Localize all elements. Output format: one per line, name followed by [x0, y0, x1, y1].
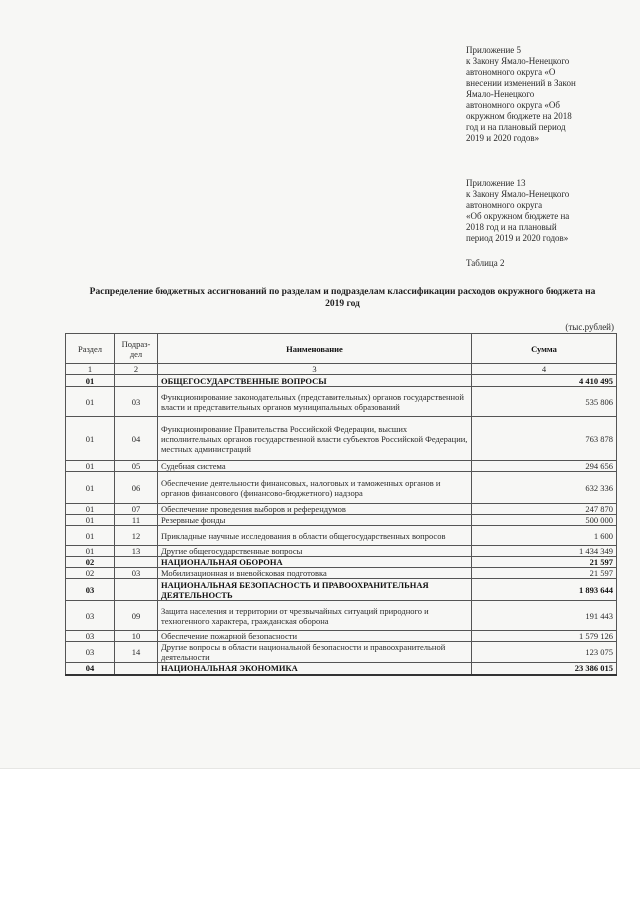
header-razdel: Раздел	[66, 334, 115, 364]
podrazdel-cell: 09	[115, 601, 158, 631]
name-cell: Резервные фонды	[158, 515, 472, 526]
appendix-13-line: «Об окружном бюджете на	[466, 211, 570, 221]
table-section-row	[66, 375, 617, 387]
table-row	[66, 601, 617, 631]
podrazdel-cell: 13	[115, 546, 158, 557]
podrazdel-cell: 05	[115, 461, 158, 472]
table-row	[66, 515, 617, 526]
sum-cell: 294 656	[472, 461, 617, 472]
razdel-cell: 01	[66, 387, 115, 417]
name-cell: НАЦИОНАЛЬНАЯ ЭКОНОМИКА	[158, 663, 472, 675]
razdel-cell: 01	[66, 417, 115, 461]
header-podrazdel: Подраз-дел	[115, 334, 158, 364]
name-cell: НАЦИОНАЛЬНАЯ БЕЗОПАСНОСТЬ И ПРАВООХРАНИТЕЛЬНАЯ ДЕЯТЕЛЬНОСТЬ	[158, 579, 472, 601]
col-number: 1	[66, 364, 115, 375]
name-cell: Функционирование законодательных (представительных) органов государственной власти и представительных органов муниципальных образований	[158, 387, 472, 417]
name-cell: Прикладные научные исследования в области общегосударственных вопросов	[158, 526, 472, 546]
podrazdel-cell: 07	[115, 504, 158, 515]
sum-cell: 1 579 126	[472, 631, 617, 642]
razdel-cell: 01	[66, 461, 115, 472]
podrazdel-cell: 10	[115, 631, 158, 642]
appendix-13-line: Приложение 13	[466, 178, 526, 188]
appendix-5-line: Ямало-Ненецкого	[466, 89, 535, 99]
appendix-13-line: 2018 год и на плановый	[466, 222, 557, 232]
podrazdel-cell: 14	[115, 642, 158, 663]
document-title: Распределение бюджетных ассигнований по разделам и подразделам классификации расходов окружного бюджета на 2019 год	[89, 287, 596, 309]
name-cell: Судебная система	[158, 461, 472, 472]
name-cell: НАЦИОНАЛЬНАЯ ОБОРОНА	[158, 557, 472, 568]
podrazdel-cell: 06	[115, 472, 158, 504]
podrazdel-cell: 03	[115, 387, 158, 417]
table-body	[66, 375, 617, 675]
razdel-cell: 01	[66, 504, 115, 515]
razdel-cell: 01	[66, 526, 115, 546]
appendix-5-line: автономного округа «О	[466, 67, 556, 77]
table-header-row	[66, 334, 617, 364]
col-number: 4	[472, 364, 617, 375]
table-row	[66, 546, 617, 557]
col-number: 3	[158, 364, 472, 375]
podrazdel-cell	[115, 579, 158, 601]
sum-cell: 4 410 495	[472, 375, 617, 387]
name-cell: Защита населения и территории от чрезвычайных ситуаций природного и техногенного характера, гражданская оборона	[158, 601, 472, 631]
table-label: Таблица 2	[466, 258, 505, 268]
units-label: (тыс.рублей)	[565, 322, 614, 332]
appendix-5-line: Приложение 5	[466, 45, 522, 55]
appendix-5-line: год и на плановый период	[466, 122, 566, 132]
table-row	[66, 526, 617, 546]
name-cell: Мобилизационная и вневойсковая подготовка	[158, 568, 472, 579]
table-row	[66, 387, 617, 417]
podrazdel-cell: 03	[115, 568, 158, 579]
name-cell: ОБЩЕГОСУДАРСТВЕННЫЕ ВОПРОСЫ	[158, 375, 472, 387]
appendix-13-note	[466, 178, 616, 244]
podrazdel-cell: 12	[115, 526, 158, 546]
appendix-5-line: 2019 и 2020 годов»	[466, 133, 540, 143]
razdel-cell: 01	[66, 546, 115, 557]
sum-cell: 191 443	[472, 601, 617, 631]
razdel-cell: 02	[66, 557, 115, 568]
appendix-13-line: к Закону Ямало-Ненецкого	[466, 189, 570, 199]
sum-cell: 123 075	[472, 642, 617, 663]
header-name: Наименование	[158, 334, 472, 364]
appendix-5-line: окружном бюджете на 2018	[466, 111, 572, 121]
podrazdel-cell	[115, 557, 158, 568]
table-row	[66, 472, 617, 504]
sum-cell: 23 386 015	[472, 663, 617, 675]
table-row	[66, 631, 617, 642]
appendix-5-line: автономного округа «Об	[466, 100, 560, 110]
table-row	[66, 417, 617, 461]
razdel-cell: 03	[66, 631, 115, 642]
sum-cell: 1 893 644	[472, 579, 617, 601]
name-cell: Функционирование Правительства Российской Федерации, высших исполнительных органов государственной власти субъектов Российской Федерации, местных администраций	[158, 417, 472, 461]
col-number: 2	[115, 364, 158, 375]
podrazdel-cell	[115, 375, 158, 387]
appendix-13-line: период 2019 и 2020 годов»	[466, 233, 569, 243]
sum-cell: 500 000	[472, 515, 617, 526]
appendix-5-line: внесении изменений в Закон	[466, 78, 576, 88]
sum-cell: 21 597	[472, 568, 617, 579]
podrazdel-cell: 04	[115, 417, 158, 461]
sum-cell: 535 806	[472, 387, 617, 417]
table-section-row	[66, 579, 617, 601]
appendix-13-line: автономного округа	[466, 200, 543, 210]
appendix-5-line: к Закону Ямало-Ненецкого	[466, 56, 570, 66]
table-row	[66, 642, 617, 663]
razdel-cell: 03	[66, 579, 115, 601]
table-row	[66, 461, 617, 472]
name-cell: Обеспечение деятельности финансовых, налоговых и таможенных органов и органов финансового (финансово-бюджетного) надзора	[158, 472, 472, 504]
name-cell: Обеспечение пожарной безопасности	[158, 631, 472, 642]
sum-cell: 21 597	[472, 557, 617, 568]
name-cell: Другие вопросы в области национальной безопасности и правоохранительной деятельности	[158, 642, 472, 663]
podrazdel-cell	[115, 663, 158, 675]
podrazdel-cell: 11	[115, 515, 158, 526]
table-row	[66, 504, 617, 515]
table-section-row	[66, 557, 617, 568]
budget-table	[65, 333, 617, 676]
razdel-cell: 01	[66, 472, 115, 504]
name-cell: Другие общегосударственные вопросы	[158, 546, 472, 557]
table-section-row	[66, 663, 617, 675]
razdel-cell: 03	[66, 642, 115, 663]
sum-cell: 1 600	[472, 526, 617, 546]
sum-cell: 247 870	[472, 504, 617, 515]
header-sum: Сумма	[472, 334, 617, 364]
table-row	[66, 568, 617, 579]
razdel-cell: 01	[66, 375, 115, 387]
appendix-5-note	[466, 45, 616, 144]
razdel-cell: 03	[66, 601, 115, 631]
sum-cell: 632 336	[472, 472, 617, 504]
razdel-cell: 04	[66, 663, 115, 675]
name-cell: Обеспечение проведения выборов и референдумов	[158, 504, 472, 515]
numbering-row	[66, 364, 617, 375]
razdel-cell: 01	[66, 515, 115, 526]
razdel-cell: 02	[66, 568, 115, 579]
sum-cell: 763 878	[472, 417, 617, 461]
sum-cell: 1 434 349	[472, 546, 617, 557]
